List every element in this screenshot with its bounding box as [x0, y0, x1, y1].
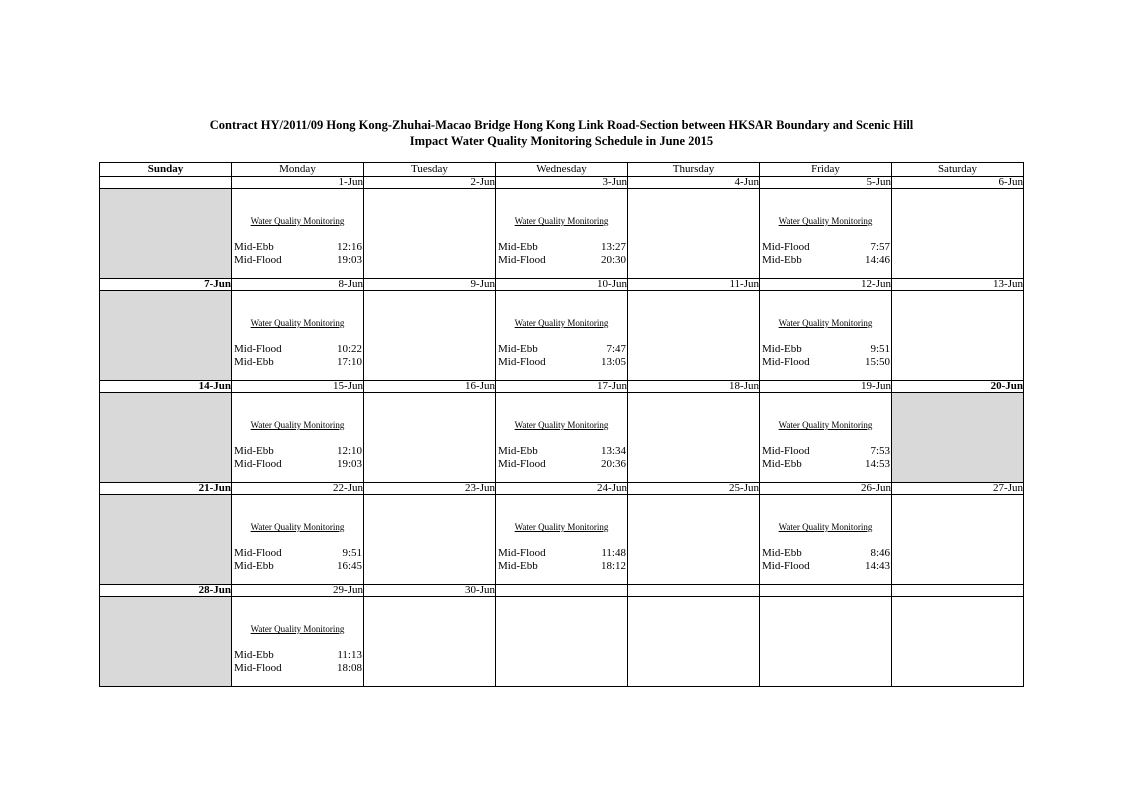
tide-row [760, 356, 891, 369]
day-cell [232, 291, 364, 381]
schedule-row [100, 597, 1024, 687]
activity-label: Water Quality Monitoring [778, 522, 873, 532]
tide-row [760, 241, 891, 254]
date-cell: 9-Jun [364, 279, 496, 291]
date-cell: 20-Jun [892, 381, 1024, 393]
tide-phase: Mid-Flood [498, 356, 546, 368]
day-cell [364, 393, 496, 483]
day-cell [100, 597, 232, 687]
activity-label: Water Quality Monitoring [250, 216, 345, 226]
date-row [100, 279, 1024, 291]
date-cell: 10-Jun [496, 279, 628, 291]
date-cell: 7-Jun [100, 279, 232, 291]
tide-time: 8:46 [870, 547, 890, 559]
tide-time: 16:45 [336, 560, 362, 572]
schedule-row [100, 189, 1024, 279]
day-cell [628, 291, 760, 381]
day-cell [892, 597, 1024, 687]
tide-row [232, 560, 363, 573]
date-cell: 24-Jun [496, 483, 628, 495]
date-row [100, 585, 1024, 597]
tide-row [232, 356, 363, 369]
date-cell: 25-Jun [628, 483, 760, 495]
date-cell [100, 177, 232, 189]
date-cell: 2-Jun [364, 177, 496, 189]
tide-phase: Mid-Flood [498, 547, 546, 559]
tide-time: 14:53 [864, 458, 890, 470]
tide-time: 10:22 [336, 343, 362, 355]
day-cell [496, 495, 628, 585]
day-cell [100, 495, 232, 585]
schedule-row [100, 495, 1024, 585]
schedule-row [100, 393, 1024, 483]
date-cell: 13-Jun [892, 279, 1024, 291]
tide-time: 14:43 [864, 560, 890, 572]
day-cell [364, 291, 496, 381]
tide-phase: Mid-Ebb [762, 458, 802, 470]
tide-time: 19:03 [336, 458, 362, 470]
tide-time: 20:36 [600, 458, 626, 470]
date-cell: 4-Jun [628, 177, 760, 189]
tide-phase: Mid-Flood [762, 560, 810, 572]
page-title: Contract HY/2011/09 Hong Kong-Zhuhai-Macao Bridge Hong Kong Link Road-Section between HKSAR Boundary and Scenic Hill [209, 118, 914, 132]
weekday-header: Saturday [892, 163, 1024, 177]
tide-phase: Mid-Ebb [762, 343, 802, 355]
day-cell [892, 495, 1024, 585]
tide-time: 7:57 [870, 241, 890, 253]
activity-label: Water Quality Monitoring [778, 318, 873, 328]
tide-phase: Mid-Flood [234, 254, 282, 266]
date-cell: 26-Jun [760, 483, 892, 495]
activity-label: Water Quality Monitoring [250, 522, 345, 532]
day-cell [232, 189, 364, 279]
weekday-header-row [100, 163, 1024, 177]
tide-time: 18:08 [336, 662, 362, 674]
day-cell [496, 189, 628, 279]
day-cell [760, 495, 892, 585]
tide-time: 13:27 [600, 241, 626, 253]
tide-phase: Mid-Ebb [762, 254, 802, 266]
tide-row [232, 254, 363, 267]
tide-row [760, 445, 891, 458]
date-row [100, 483, 1024, 495]
tide-phase: Mid-Flood [234, 343, 282, 355]
date-cell: 23-Jun [364, 483, 496, 495]
tide-phase: Mid-Ebb [234, 241, 274, 253]
date-cell [628, 585, 760, 597]
tide-time: 11:13 [337, 649, 362, 661]
activity-label: Water Quality Monitoring [514, 216, 609, 226]
tide-row [760, 343, 891, 356]
activity-label: Water Quality Monitoring [778, 216, 873, 226]
tide-phase: Mid-Flood [762, 356, 810, 368]
day-cell [760, 597, 892, 687]
tide-row [232, 649, 363, 662]
tide-phase: Mid-Ebb [498, 445, 538, 457]
tide-row [760, 254, 891, 267]
monitoring-calendar [99, 162, 1024, 687]
day-cell [760, 189, 892, 279]
day-cell [364, 495, 496, 585]
date-cell: 16-Jun [364, 381, 496, 393]
tide-phase: Mid-Ebb [234, 445, 274, 457]
page-subtitle: Impact Water Quality Monitoring Schedule in June 2015 [409, 134, 714, 148]
tide-row [496, 241, 627, 254]
date-cell [496, 585, 628, 597]
tide-phase: Mid-Flood [498, 458, 546, 470]
day-cell [364, 189, 496, 279]
weekday-header: Friday [760, 163, 892, 177]
date-cell: 19-Jun [760, 381, 892, 393]
tide-row [232, 241, 363, 254]
date-cell [892, 585, 1024, 597]
tide-time: 7:53 [870, 445, 890, 457]
day-cell [364, 597, 496, 687]
tide-time: 13:05 [600, 356, 626, 368]
tide-time: 7:47 [606, 343, 626, 355]
tide-phase: Mid-Ebb [234, 560, 274, 572]
tide-row [496, 356, 627, 369]
day-cell [496, 291, 628, 381]
day-cell [628, 189, 760, 279]
day-cell [628, 597, 760, 687]
day-cell [760, 393, 892, 483]
tide-time: 9:51 [870, 343, 890, 355]
tide-row [232, 343, 363, 356]
date-cell: 29-Jun [232, 585, 364, 597]
tide-phase: Mid-Ebb [498, 343, 538, 355]
date-cell: 12-Jun [760, 279, 892, 291]
activity-label: Water Quality Monitoring [778, 420, 873, 430]
tide-time: 11:48 [601, 547, 626, 559]
tide-phase: Mid-Ebb [498, 241, 538, 253]
tide-row [232, 547, 363, 560]
tide-phase: Mid-Flood [762, 241, 810, 253]
activity-label: Water Quality Monitoring [250, 318, 345, 328]
tide-row [760, 458, 891, 471]
weekday-header: Tuesday [364, 163, 496, 177]
activity-label: Water Quality Monitoring [250, 624, 345, 634]
date-cell: 28-Jun [100, 585, 232, 597]
tide-row [760, 560, 891, 573]
tide-time: 20:30 [600, 254, 626, 266]
day-cell [892, 393, 1024, 483]
tide-phase: Mid-Flood [234, 458, 282, 470]
activity-label: Water Quality Monitoring [514, 318, 609, 328]
day-cell [496, 597, 628, 687]
tide-row [496, 254, 627, 267]
weekday-header: Monday [232, 163, 364, 177]
date-cell: 6-Jun [892, 177, 1024, 189]
tide-row [232, 662, 363, 675]
tide-time: 17:10 [336, 356, 362, 368]
tide-time: 12:10 [336, 445, 362, 457]
day-cell [892, 189, 1024, 279]
tide-row [760, 547, 891, 560]
tide-time: 9:51 [342, 547, 362, 559]
tide-time: 12:16 [336, 241, 362, 253]
date-cell: 27-Jun [892, 483, 1024, 495]
date-cell: 21-Jun [100, 483, 232, 495]
tide-phase: Mid-Ebb [234, 649, 274, 661]
date-cell: 8-Jun [232, 279, 364, 291]
tide-phase: Mid-Ebb [498, 560, 538, 572]
date-cell: 17-Jun [496, 381, 628, 393]
date-row [100, 177, 1024, 189]
tide-row [232, 445, 363, 458]
date-cell: 11-Jun [628, 279, 760, 291]
weekday-header: Wednesday [496, 163, 628, 177]
date-row [100, 381, 1024, 393]
schedule-row [100, 291, 1024, 381]
day-cell [892, 291, 1024, 381]
day-cell [100, 291, 232, 381]
tide-row [232, 458, 363, 471]
tide-phase: Mid-Ebb [234, 356, 274, 368]
date-cell: 5-Jun [760, 177, 892, 189]
date-cell: 1-Jun [232, 177, 364, 189]
tide-time: 18:12 [600, 560, 626, 572]
day-cell [100, 189, 232, 279]
activity-label: Water Quality Monitoring [250, 420, 345, 430]
day-cell [232, 495, 364, 585]
tide-time: 13:34 [600, 445, 626, 457]
day-cell [496, 393, 628, 483]
tide-row [496, 547, 627, 560]
date-cell [760, 585, 892, 597]
tide-row [496, 560, 627, 573]
date-cell: 30-Jun [364, 585, 496, 597]
tide-row [496, 445, 627, 458]
day-cell [628, 495, 760, 585]
date-cell: 14-Jun [100, 381, 232, 393]
date-cell: 15-Jun [232, 381, 364, 393]
tide-phase: Mid-Flood [234, 662, 282, 674]
weekday-header: Sunday [100, 163, 232, 177]
tide-phase: Mid-Flood [762, 445, 810, 457]
tide-time: 15:50 [864, 356, 890, 368]
day-cell [760, 291, 892, 381]
date-cell: 22-Jun [232, 483, 364, 495]
date-cell: 18-Jun [628, 381, 760, 393]
day-cell [628, 393, 760, 483]
weekday-header: Thursday [628, 163, 760, 177]
day-cell [100, 393, 232, 483]
tide-row [496, 458, 627, 471]
day-cell [232, 393, 364, 483]
tide-time: 19:03 [336, 254, 362, 266]
tide-time: 14:46 [864, 254, 890, 266]
day-cell [232, 597, 364, 687]
activity-label: Water Quality Monitoring [514, 522, 609, 532]
tide-phase: Mid-Ebb [762, 547, 802, 559]
tide-row [496, 343, 627, 356]
tide-phase: Mid-Flood [498, 254, 546, 266]
date-cell: 3-Jun [496, 177, 628, 189]
activity-label: Water Quality Monitoring [514, 420, 609, 430]
tide-phase: Mid-Flood [234, 547, 282, 559]
